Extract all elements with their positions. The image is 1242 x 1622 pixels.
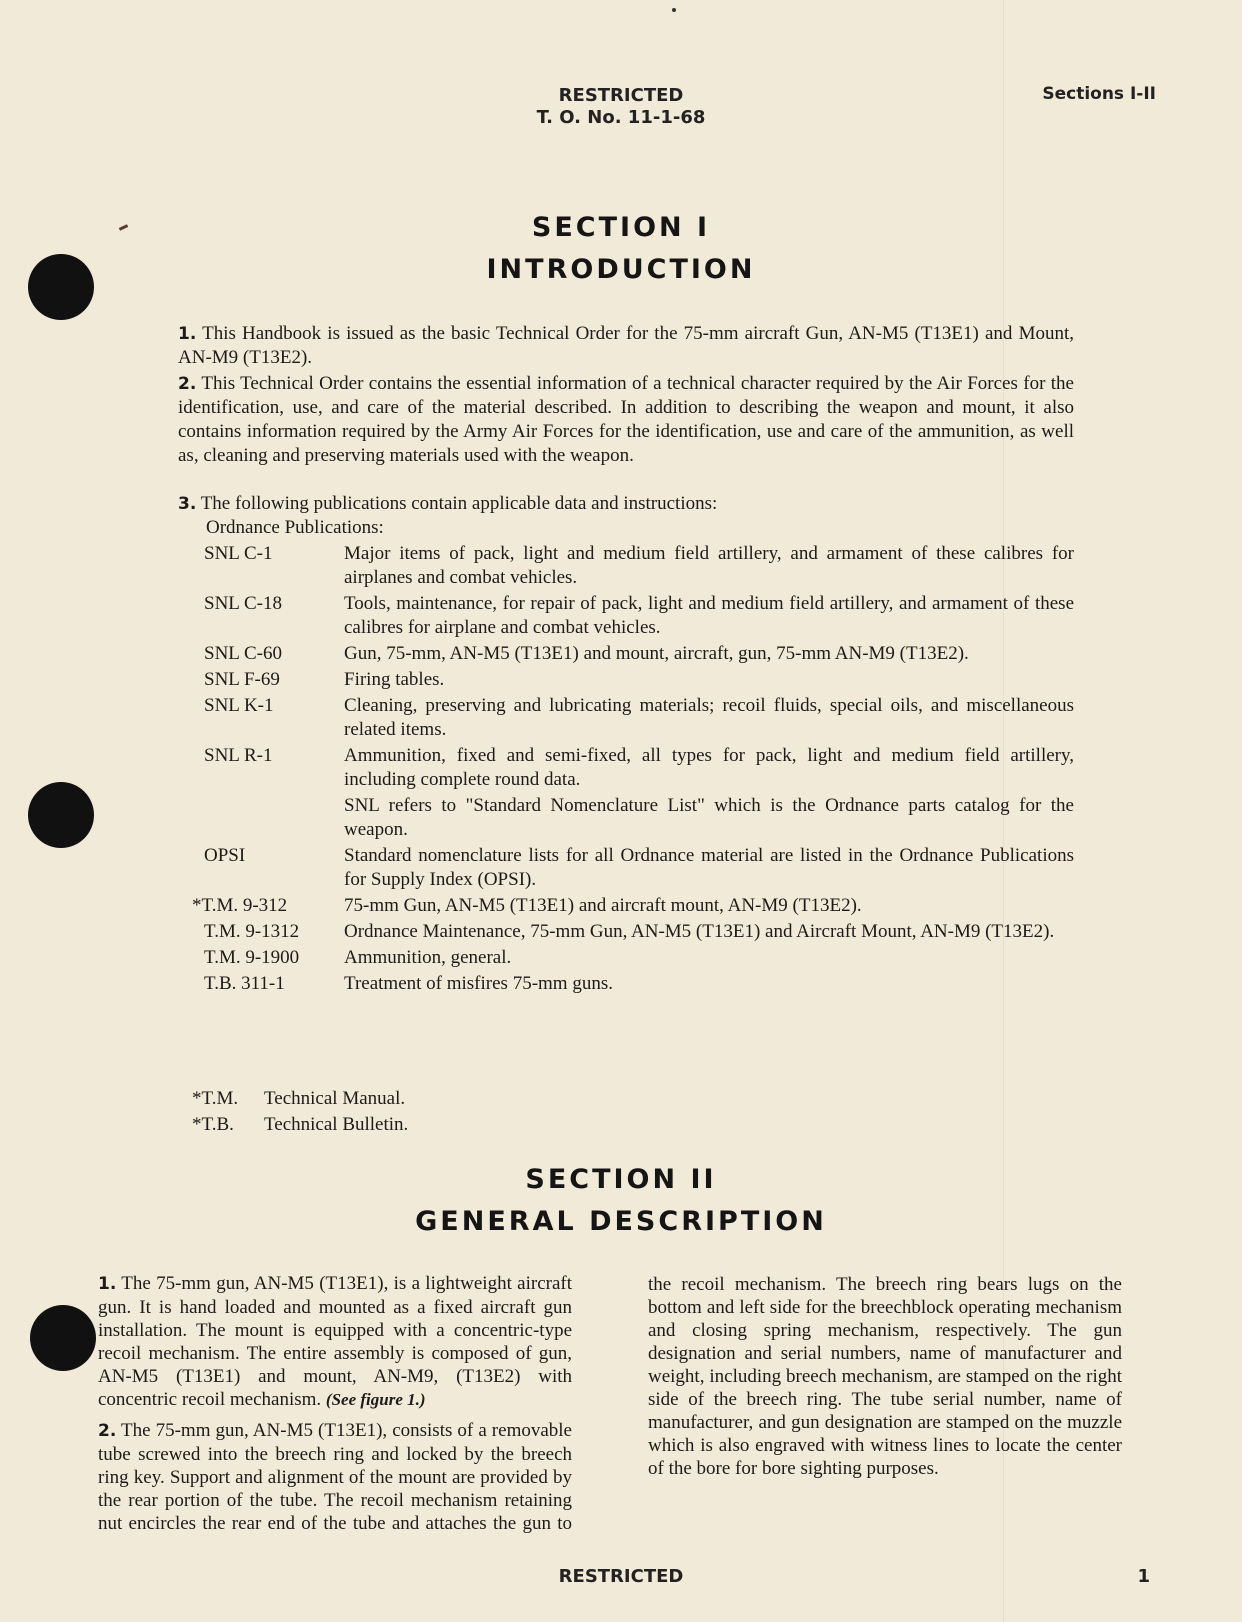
publication-row — [178, 894, 1078, 918]
paragraph-number: 2. — [178, 374, 197, 394]
paragraph-text: This Technical Order contains the essential information of a technical character required by the Air Forces for the identification, use, and care of the material described. In addition to describing the weapon and mount, it also contains information required by the Army Air Forces for the identification, use and care of the ammunition, as well as, cleaning and preserving materials used with the weapon. — [178, 373, 1074, 466]
publications-list — [178, 542, 1078, 998]
section1-paragraph-2 — [178, 372, 1074, 468]
paragraph-text: This Handbook is issued as the basic Technical Order for the 75-mm aircraft Gun, AN-M5 (T13E1) and Mount, AN-M9 (T13E2). — [178, 323, 1074, 368]
header-sections: Sections I-II — [1042, 84, 1156, 104]
section2-paragraph-1 — [98, 1272, 572, 1411]
binder-hole — [30, 1305, 96, 1371]
publication-description: Firing tables. — [344, 669, 445, 690]
publication-description: Tools, maintenance, for repair of pack, light and medium field artillery, and armament of these calibres for airplane and combat vehicles. — [344, 593, 1074, 638]
section2-column-left — [98, 1272, 572, 1534]
publication-code: SNL R-1 — [204, 745, 273, 766]
publication-code — [204, 794, 344, 842]
publication-row — [178, 642, 1078, 666]
publication-description: Ammunition, fixed and semi-fixed, all types for pack, light and medium field artillery, including complete round data. — [344, 745, 1074, 790]
section1-paragraph-1 — [178, 322, 1074, 370]
footer-classification: RESTRICTED — [558, 1566, 684, 1587]
publication-row — [178, 946, 1078, 970]
section1-number: SECTION I — [531, 212, 711, 243]
publication-row — [178, 542, 1078, 590]
abbreviation-meaning: Technical Manual. — [264, 1088, 406, 1109]
publication-description: Treatment of misfires 75-mm guns. — [344, 973, 613, 994]
header-order-number: T. O. No. 11-1-68 — [536, 107, 706, 128]
publication-code: T.M. 9-1312 — [204, 921, 300, 942]
publication-row — [178, 592, 1078, 640]
page-number: 1 — [1137, 1566, 1150, 1587]
publication-row — [178, 794, 1078, 842]
abbreviation-row — [192, 1087, 405, 1111]
paragraph-number: 1. — [178, 324, 197, 344]
section2-column-right — [648, 1272, 1122, 1554]
abbreviation: *T.B. — [192, 1114, 234, 1135]
publication-description: SNL refers to "Standard Nomenclature List" which is the Ordnance parts catalog for the weapon. — [344, 795, 1074, 840]
binder-hole — [28, 782, 94, 848]
paragraph-number: 2. — [98, 1421, 117, 1441]
section2-title: GENERAL DESCRIPTION — [415, 1206, 827, 1237]
publication-code: OPSI — [204, 845, 246, 866]
publication-row — [178, 920, 1078, 944]
publication-code: SNL F-69 — [204, 669, 280, 690]
publication-description: Ordnance Maintenance, 75-mm Gun, AN-M5 (T13E1) and Aircraft Mount, AN-M9 (T13E2). — [344, 921, 1055, 942]
section1-paragraph-3 — [178, 492, 1074, 516]
publication-code: *T.M. 9-312 — [192, 895, 288, 916]
publication-description: 75-mm Gun, AN-M5 (T13E1) and aircraft mount, AN-M9 (T13E2). — [344, 895, 862, 916]
abbreviation-meaning: Technical Bulletin. — [264, 1114, 409, 1135]
publication-description: Major items of pack, light and medium field artillery, and armament of these calibres for airplanes and combat vehicles. — [344, 543, 1074, 588]
publication-code: SNL C-18 — [204, 593, 282, 614]
publication-row — [178, 744, 1078, 792]
ordnance-publications-label: Ordnance Publications: — [206, 517, 384, 538]
ink-speck — [672, 8, 676, 12]
paragraph-text: The following publications contain applicable data and instructions: — [196, 493, 718, 514]
publication-description: Standard nomenclature lists for all Ordnance material are listed in the Ordnance Publications for Supply Index (OPSI). — [344, 845, 1074, 890]
paragraph-number: 1. — [98, 1274, 117, 1294]
figure-reference: (See figure 1.) — [325, 1390, 426, 1409]
publication-code: T.M. 9-1900 — [204, 947, 300, 968]
paragraph-number: 3. — [178, 494, 197, 514]
paragraph-text: the recoil mechanism. The breech ring bears lugs on the bottom and left side for the breechblock operating mechanism and closing spring mechanism, respectively. The gun designation and serial numbers, name of manufacturer and weight, including breech mechanism, are stamped on the right side of the breech ring. The tube serial number, name of manufacturer, and gun designation are stamped on the muzzle which is also engraved with witness lines to locate the center of the bore for bore sighting purposes. — [648, 1274, 1122, 1479]
paragraph-text: The 75-mm gun, AN-M5 (T13E1), consists of a removable tube screwed into the breech ring and locked by the breech ring key. Support and alignment of the mount are provided by the rear portion of the tube. The recoil mechanism retaining nut encircles the rear end of the tube and attaches the gun to — [98, 1420, 572, 1534]
publication-code: SNL C-60 — [204, 643, 282, 664]
publication-description: Ammunition, general. — [344, 947, 512, 968]
paragraph-text: The 75-mm gun, AN-M5 (T13E1), is a lightweight aircraft gun. It is hand loaded and mounted as a fixed aircraft gun installation. The mount is equipped with a concentric-type recoil mechanism. The entire assembly is composed of gun, AN-M5 (T13E1) and mount, AN-M9, (T13E2) with concentric recoil mechanism. — [98, 1273, 572, 1410]
abbreviation: *T.M. — [192, 1088, 239, 1109]
section2-paragraph-2-start — [98, 1419, 572, 1534]
section2-number: SECTION II — [525, 1164, 717, 1195]
header-classification: RESTRICTED — [558, 85, 684, 106]
section2-paragraph-2-continued — [648, 1272, 1122, 1480]
publication-row — [178, 972, 1078, 996]
publication-description: Gun, 75-mm, AN-M5 (T13E1) and mount, aircraft, gun, 75-mm AN-M9 (T13E2). — [344, 643, 969, 664]
publication-code: SNL K-1 — [204, 695, 274, 716]
abbreviation-row — [192, 1113, 408, 1137]
publication-code: SNL C-1 — [204, 543, 273, 564]
publication-row — [178, 668, 1078, 692]
section1-title: INTRODUCTION — [486, 254, 756, 285]
publication-row — [178, 694, 1078, 742]
publication-code: T.B. 311-1 — [204, 973, 285, 994]
publication-description: Cleaning, preserving and lubricating materials; recoil fluids, special oils, and miscellaneous related items. — [344, 695, 1074, 740]
publication-row — [178, 844, 1078, 892]
